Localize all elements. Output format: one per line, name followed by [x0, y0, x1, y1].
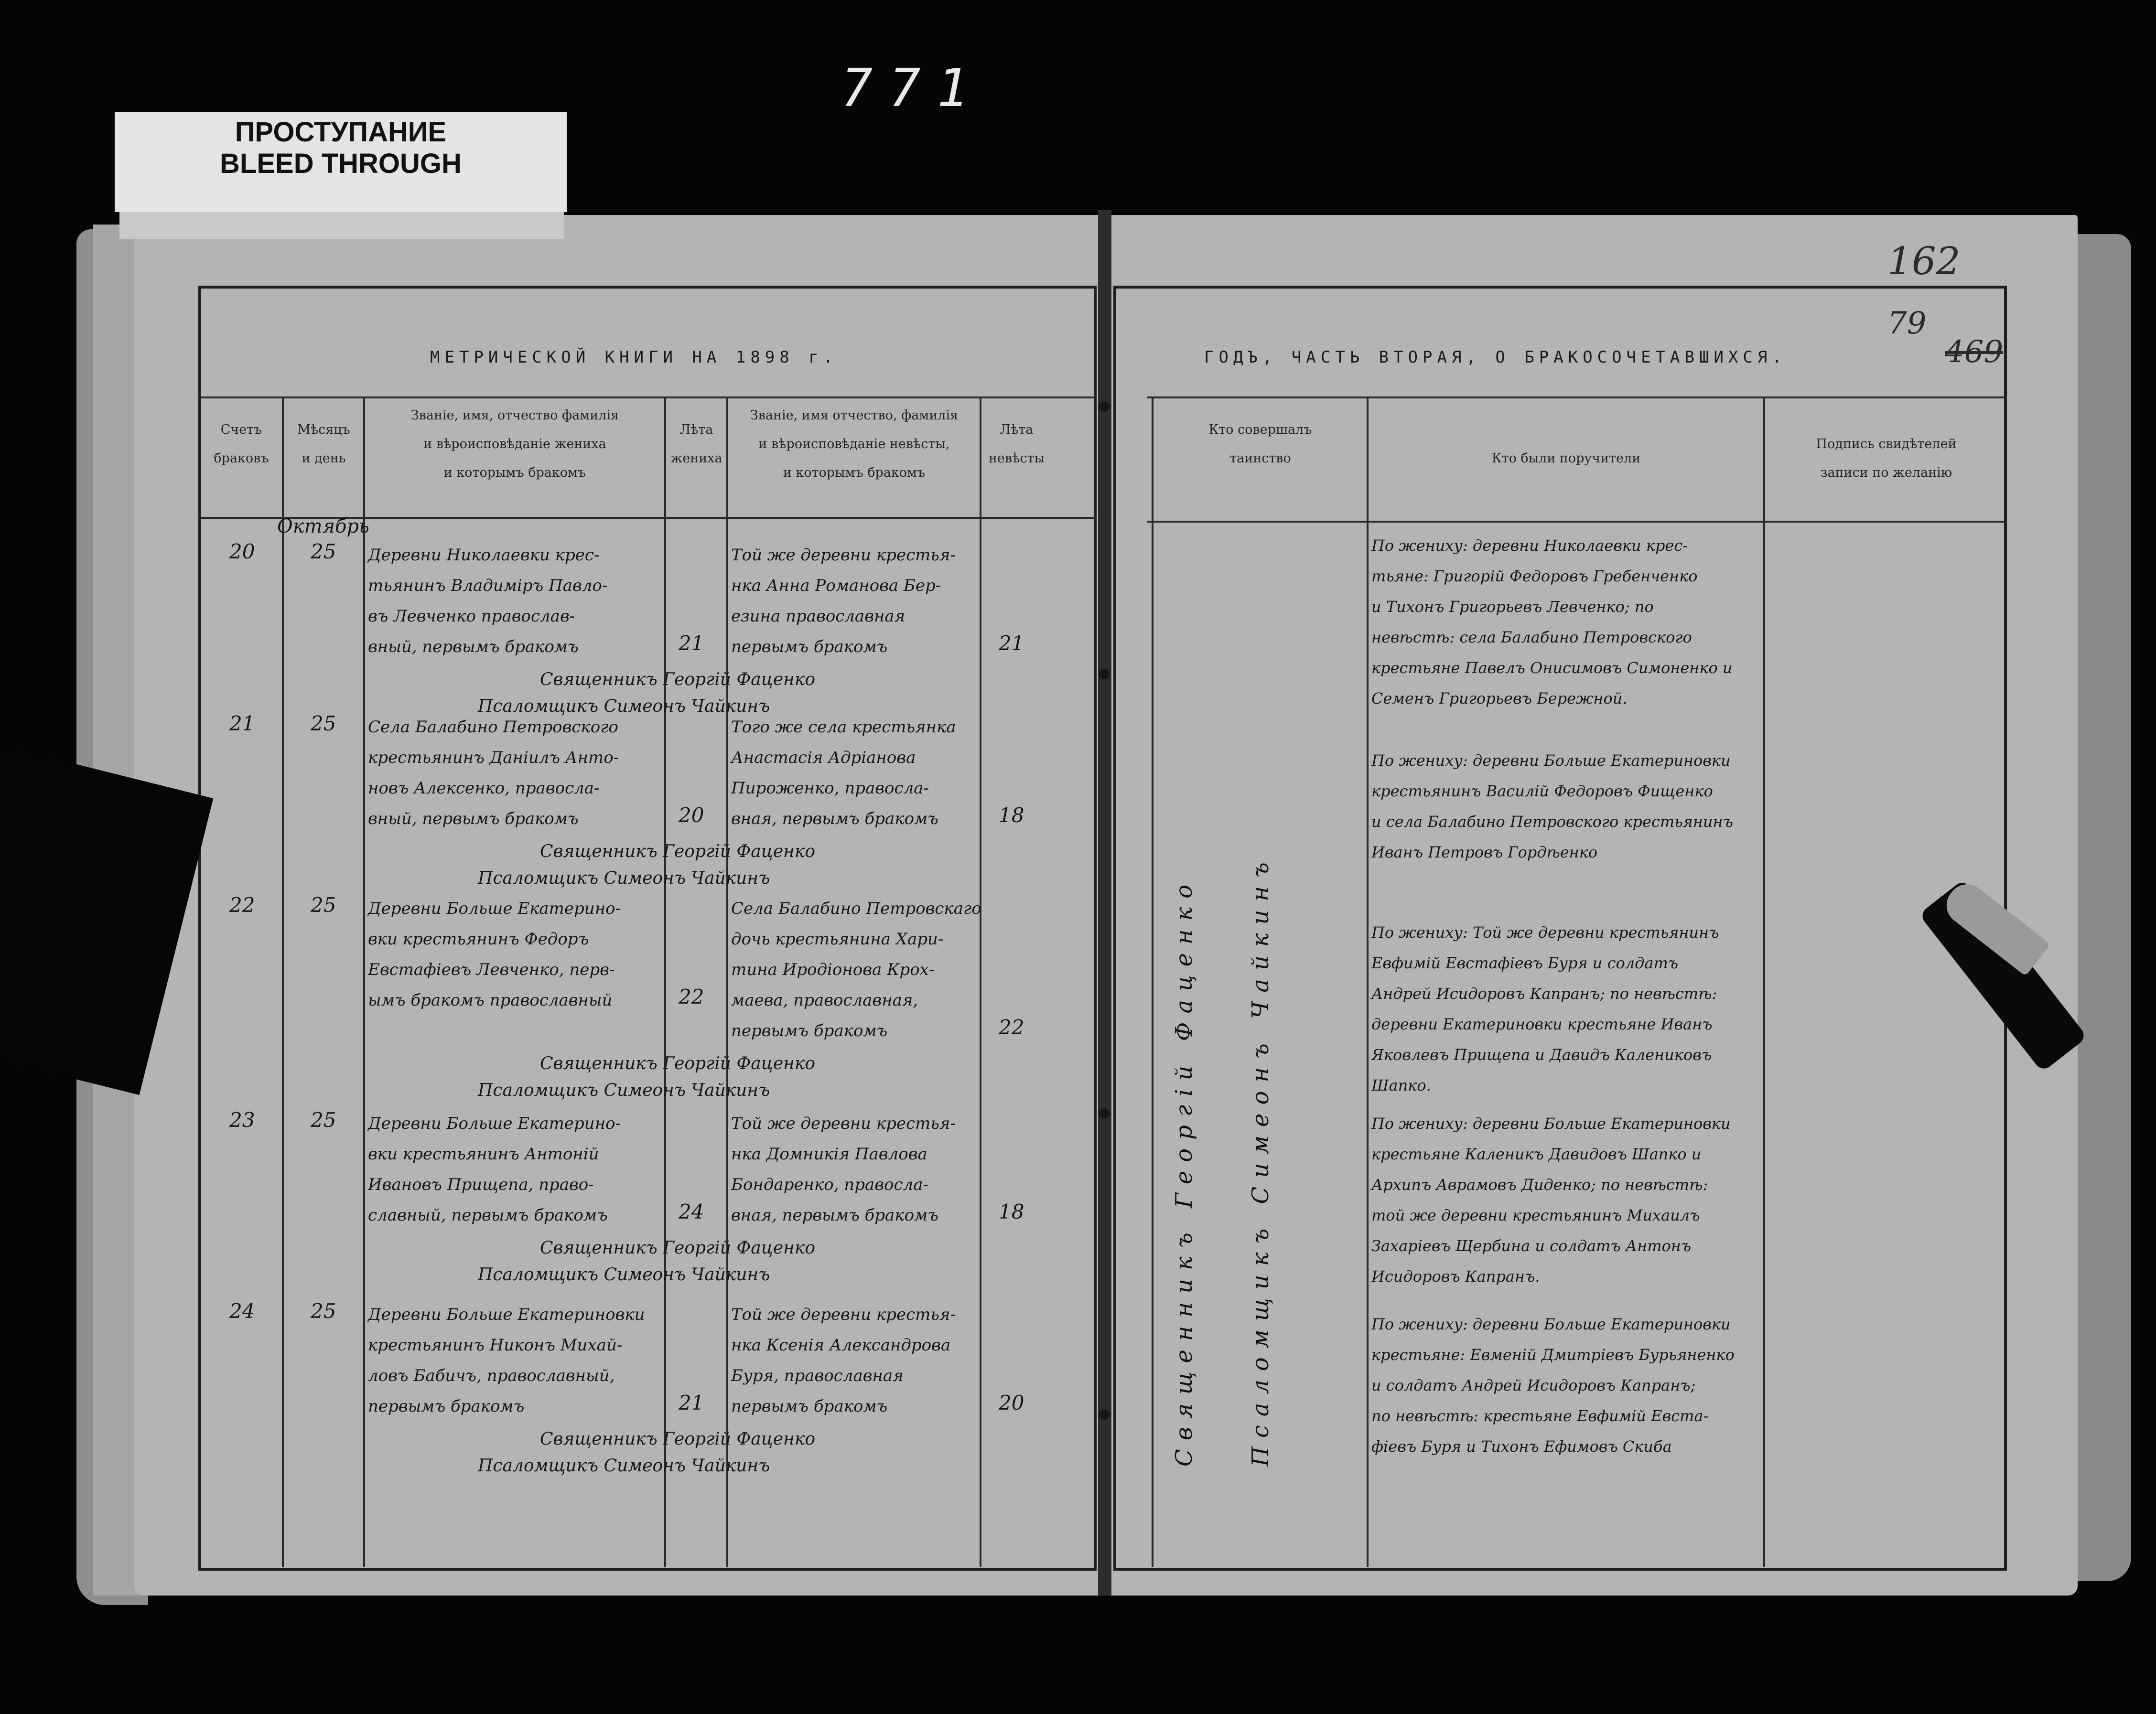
priest-signature: Священникъ Георгій Фаценко [540, 1238, 816, 1258]
sponsor-line: По жениху: Той же деревни крестьянинъ [1371, 923, 1719, 942]
col-header-groom: Званіе, имя, отчество фамилія и вѣроисповѣданіе жениха и которымъ бракомъ [410, 408, 619, 480]
groom-line: въ Левченко православ- [368, 607, 575, 626]
sponsor-line: Шапко. [1371, 1076, 1431, 1094]
groom-age: 21 [679, 1391, 704, 1414]
col-header-sponsors: Кто были поручители [1491, 451, 1641, 466]
sponsor-line: деревни Екатериновки крестьяне Иванъ [1371, 1015, 1713, 1033]
psalmist-signature: Псаломщикъ Симеонъ Чайкинъ [478, 868, 770, 888]
psalmist-signature: Псаломщикъ Симеонъ Чайкинъ [478, 1081, 770, 1100]
sponsor-line: той же деревни крестьянинъ Михаилъ [1371, 1206, 1700, 1224]
bride-line: вная, первымъ бракомъ [731, 809, 938, 828]
bride-line: Анастасія Адріанова [731, 748, 916, 767]
groom-line: Села Балабино Петровского [368, 718, 618, 737]
record-number: 20 [229, 540, 255, 563]
priest-signature: Священникъ Георгій Фаценко [540, 1429, 816, 1449]
sponsor-line: Иванъ Петровъ Гордѣенко [1371, 843, 1598, 861]
sponsor-line: Яковлевъ Прищепа и Давидъ Калениковъ [1371, 1046, 1712, 1064]
sponsor-line: и солдатъ Андрей Исидоровъ Капранъ; [1371, 1376, 1696, 1394]
psalmist-signature: Псаломщикъ Симеонъ Чайкинъ [478, 696, 770, 716]
bride-line: первымъ бракомъ [731, 1021, 888, 1040]
bride-line: Буря, православная [731, 1366, 904, 1385]
sponsor-line: Евфимій Евстафіевъ Буря и солдатъ [1371, 954, 1679, 972]
sponsor-line: Андрей Исидоровъ Капранъ; по невѣстѣ: [1371, 985, 1717, 1003]
sponsor-line: тьяне: Григорій Федоровъ Гребенченко [1371, 567, 1698, 585]
groom-line: Деревни Больше Екатерино- [368, 899, 621, 918]
groom-line: Деревни Больше Екатерино- [368, 1114, 621, 1133]
book-gutter [1098, 210, 1111, 1596]
binding-hole [1099, 1108, 1110, 1119]
bride-line: первымъ бракомъ [731, 637, 888, 656]
bride-line: Села Балабино Петровскаго [731, 899, 981, 918]
bride-line: Пироженко, правосла- [731, 779, 929, 798]
sponsor-line: крестьянинъ Василій Федоровъ Фищенко [1371, 782, 1713, 800]
groom-age: 21 [679, 632, 704, 655]
col-header-groom-age: Лѣта жениха [670, 422, 722, 466]
col-header-date: Мѣсяцъ и день [297, 422, 350, 466]
folio-stamp: 162 [1887, 239, 1961, 283]
sponsor-line: Семенъ Григорьевъ Бережной. [1371, 689, 1628, 707]
folio-page: 79 [1887, 306, 1927, 341]
col-header-bride: Званіе, имя отчество, фамилія и вѣроисповѣданіе невѣсты, и которымъ бракомъ [750, 408, 959, 480]
groom-line: Ивановъ Прищепа, право- [368, 1175, 594, 1194]
groom-line: вный, первымъ бракомъ [368, 637, 579, 656]
groom-line: славный, первымъ бракомъ [368, 1206, 608, 1225]
sponsor-line: и села Балабино Петровского крестьянинъ [1371, 813, 1733, 831]
bride-line: нка Анна Романова Бер- [731, 576, 941, 595]
bride-line: Той же деревни крестья- [731, 1305, 956, 1324]
sponsor-line: Исидоровъ Капранъ. [1371, 1267, 1540, 1286]
col-header-count: Счетъ браковъ [214, 422, 269, 466]
groom-line: ловъ Бабичъ, православный, [368, 1366, 615, 1385]
groom-age: 24 [679, 1200, 704, 1223]
bride-line: маева, православная, [731, 991, 918, 1010]
bleed-label-ru: ПРОСТУПАНИЕ [235, 117, 447, 148]
priest-signature: Священникъ Георгій Фаценко [540, 1054, 816, 1073]
groom-line: вки крестьянинъ Федоръ [368, 930, 589, 949]
sponsor-line: Захаріевъ Щербина и солдатъ Антонъ [1371, 1237, 1692, 1255]
sponsor-line: Архипъ Аврамовъ Диденко; по невѣстѣ: [1371, 1176, 1708, 1194]
record-day: 25 [311, 712, 336, 735]
record-day: 25 [311, 1108, 336, 1132]
col-header-officiant: Кто совершалъ таинство [1208, 422, 1312, 466]
groom-line: крестьянинъ Никонъ Михай- [368, 1336, 623, 1355]
sponsor-line: крестьяне: Евменій Дмитріевъ Бурьяненко [1371, 1346, 1735, 1364]
bride-line: Бондаренко, правосла- [731, 1175, 928, 1194]
sponsor-line: крестьяне Павелъ Онисимовъ Симоненко и [1371, 659, 1733, 677]
bride-age: 18 [999, 803, 1024, 827]
groom-line: первымъ бракомъ [368, 1397, 525, 1416]
record-day: 25 [311, 540, 336, 563]
header-right: ГОДЪ, ЧАСТЬ ВТОРАЯ, О БРАКОСОЧЕТАВШИХСЯ. [1204, 348, 1787, 367]
groom-line: ымъ бракомъ православный [368, 991, 613, 1010]
officiant-psalmist-vertical: Псаломщикъ Симеонъ Чайкинъ [1247, 854, 1274, 1467]
bride-line: Той же деревни крестья- [731, 1114, 956, 1133]
groom-line: тьянинъ Владиміръ Павло- [368, 576, 608, 595]
bride-line: Той же деревни крестья- [731, 546, 956, 565]
groom-line: вки крестьянинъ Антоній [368, 1145, 599, 1164]
bride-line: нка Домникія Павлова [731, 1145, 927, 1164]
record-number: 23 [229, 1108, 255, 1132]
bride-age: 20 [999, 1391, 1024, 1414]
sponsor-line: фіевъ Буря и Тихонъ Ефимовъ Скиба [1371, 1437, 1672, 1456]
groom-line: Деревни Больше Екатериновки [368, 1305, 645, 1324]
record-day: 25 [311, 1299, 336, 1323]
priest-signature: Священникъ Георгій Фаценко [540, 670, 816, 689]
month-label: Октябрь [277, 515, 369, 537]
bride-age: 21 [999, 632, 1024, 655]
record-number: 24 [229, 1299, 255, 1323]
bleed-through-label [115, 112, 567, 212]
groom-age: 22 [679, 985, 704, 1008]
binding-hole [1099, 1409, 1110, 1420]
bride-age: 18 [999, 1200, 1024, 1223]
priest-signature: Священникъ Георгій Фаценко [540, 842, 816, 861]
binding-hole [1099, 401, 1110, 412]
sponsor-line: По жениху: деревни Больше Екатериновки [1371, 1315, 1731, 1333]
sponsor-line: По жениху: деревни Больше Екатериновки [1371, 1114, 1731, 1133]
bride-line: Того же села крестьянка [731, 718, 956, 737]
record-day: 25 [311, 893, 336, 917]
groom-line: Евстафіевъ Левченко, перв- [368, 960, 615, 979]
record-number: 21 [229, 712, 255, 735]
sponsor-line: крестьяне Каленикъ Давидовъ Шапко и [1371, 1145, 1702, 1163]
groom-line: новъ Алексенко, правосла- [368, 779, 600, 798]
header-left: МЕТРИЧЕСКОЙ КНИГИ НА 1898 г. [430, 348, 838, 367]
bride-line: нка Ксенія Александрова [731, 1336, 951, 1355]
archive-number: 771 [841, 57, 985, 118]
col-header-bride-age: Лѣта невѣсты [988, 422, 1045, 466]
bride-line: дочь крестьянина Хари- [731, 930, 944, 949]
bride-line: первымъ бракомъ [731, 1397, 888, 1416]
bride-line: вная, первымъ бракомъ [731, 1206, 938, 1225]
record-number: 22 [229, 893, 255, 917]
psalmist-signature: Псаломщикъ Симеонъ Чайкинъ [478, 1456, 770, 1476]
sponsor-line: невѣстѣ: села Балабино Петровского [1371, 628, 1692, 646]
officiant-priest-vertical: Священникъ Георгій Фаценко [1171, 876, 1197, 1467]
bride-line: езина православная [731, 607, 906, 626]
groom-age: 20 [679, 803, 704, 827]
sponsor-line: По жениху: деревни Больше Екатериновки [1371, 751, 1731, 770]
binding-hole [1099, 669, 1110, 679]
groom-line: крестьянинъ Даніилъ Анто- [368, 748, 619, 767]
col-header-signatures: Подпись свидѣтелей записи по желанію [1816, 437, 1957, 480]
psalmist-signature: Псаломщикъ Симеонъ Чайкинъ [478, 1265, 770, 1285]
sponsor-line: по невѣстѣ: крестьяне Евфимій Евста- [1371, 1407, 1709, 1425]
right-page-edges [2074, 234, 2131, 1581]
groom-line: Деревни Николаевки крес- [368, 546, 600, 565]
bleed-label-en: BLEED THROUGH [220, 148, 462, 179]
label-flap [119, 210, 564, 239]
bride-age: 22 [999, 1016, 1024, 1039]
sponsor-line: и Тихонъ Григорьевъ Левченко; по [1371, 598, 1654, 616]
groom-line: вный, первымъ бракомъ [368, 809, 579, 828]
folio-crossed: 469 [1945, 334, 2004, 370]
sponsor-line: По жениху: деревни Николаевки крес- [1371, 536, 1688, 555]
bride-line: тина Иродіонова Крох- [731, 960, 935, 979]
